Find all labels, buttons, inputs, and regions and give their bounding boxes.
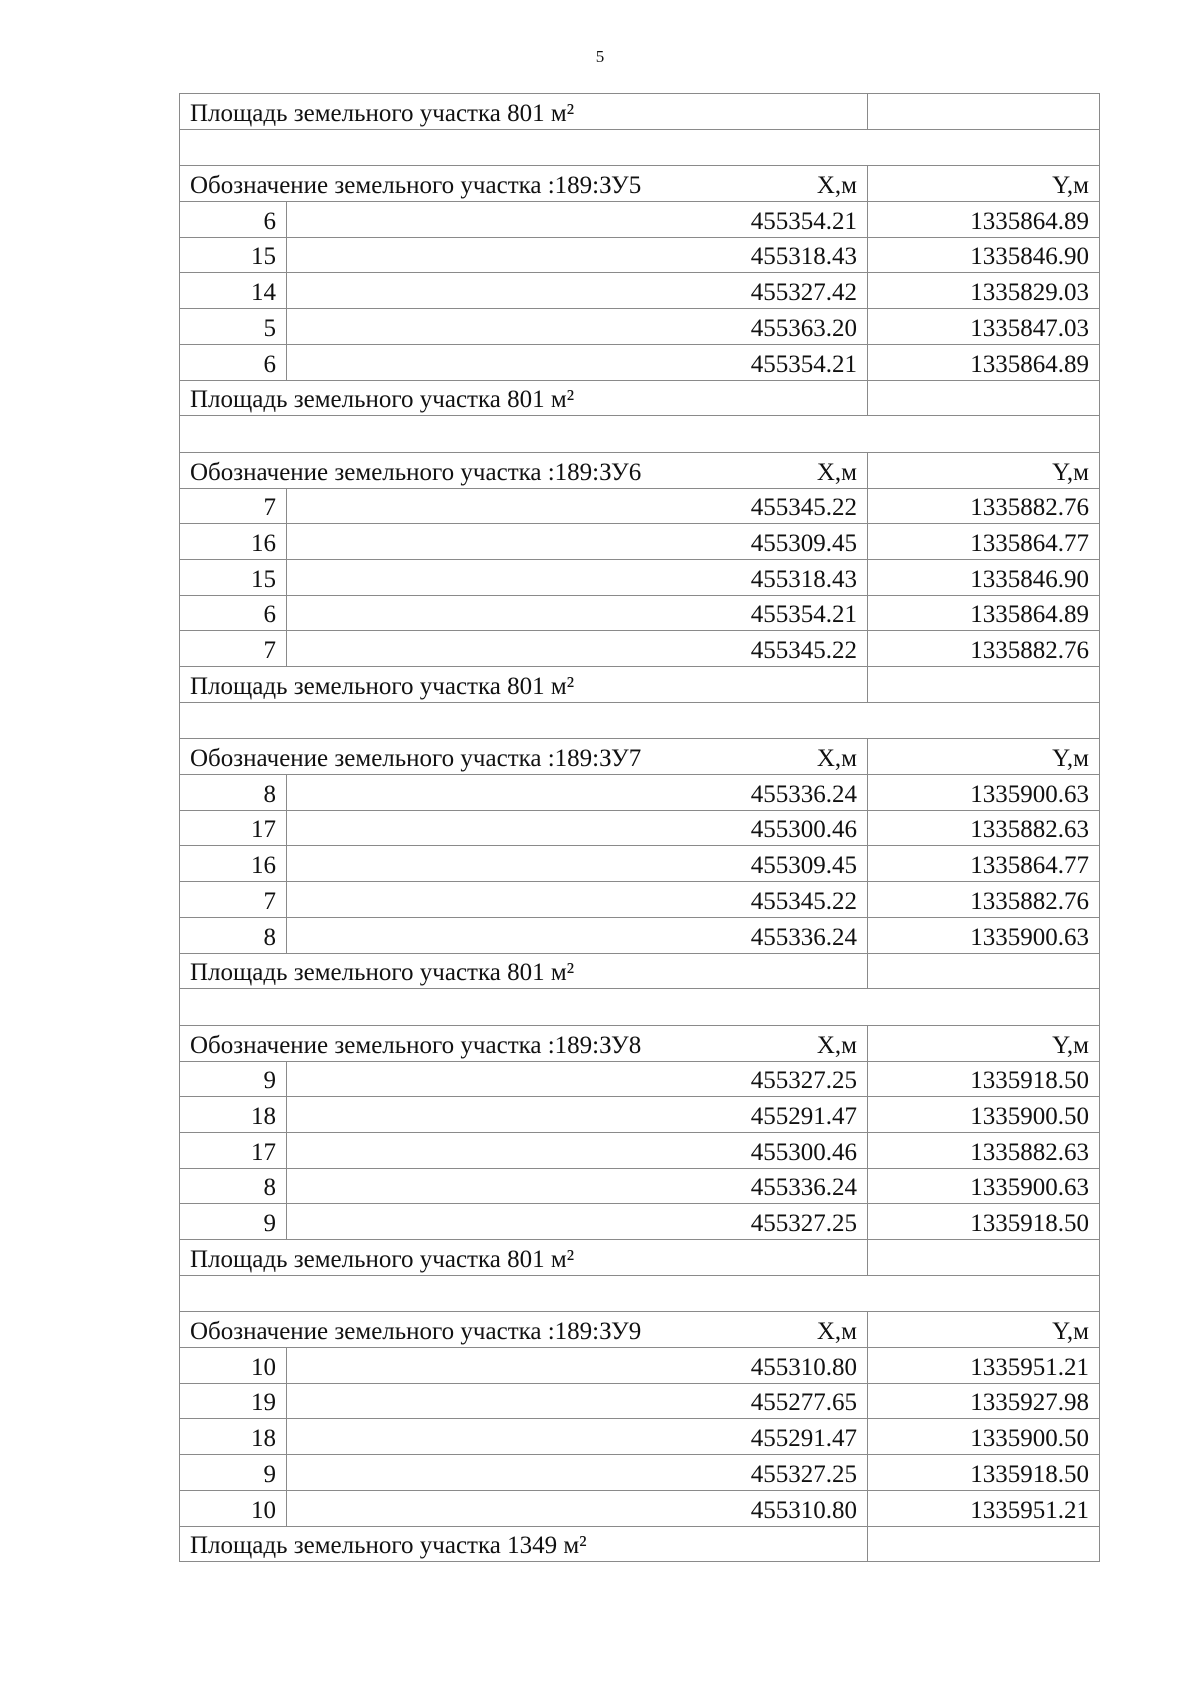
area-empty-cell <box>868 953 1100 989</box>
x-coordinate: 455291.47 <box>287 1419 868 1455</box>
point-number: 15 <box>180 237 287 273</box>
table-row <box>180 846 1100 882</box>
spacer-row <box>180 129 1100 166</box>
parcel-header-row <box>180 1025 1100 1061</box>
parcel-header-cell <box>180 166 868 202</box>
area-label: Площадь земельного участка 801 м² <box>180 380 868 416</box>
x-coordinate: 455327.25 <box>287 1455 868 1491</box>
area-row <box>180 380 1100 416</box>
y-coordinate: 1335900.63 <box>868 917 1100 953</box>
x-coordinate: 455345.22 <box>287 631 868 667</box>
table-row <box>180 1419 1100 1455</box>
table-row <box>180 1383 1100 1419</box>
point-number: 16 <box>180 846 287 882</box>
point-number: 14 <box>180 273 287 309</box>
y-coordinate: 1335900.63 <box>868 1168 1100 1204</box>
x-coordinate: 455309.45 <box>287 846 868 882</box>
y-coordinate: 1335918.50 <box>868 1455 1100 1491</box>
x-coordinate: 455309.45 <box>287 524 868 560</box>
area-row <box>180 94 1100 130</box>
y-coordinate: 1335846.90 <box>868 559 1100 595</box>
area-empty-cell <box>868 667 1100 703</box>
parcel-title: Обозначение земельного участка :189:ЗУ5 <box>190 172 642 200</box>
y-coordinate: 1335882.63 <box>868 810 1100 846</box>
parcel-header-cell <box>180 739 868 775</box>
spacer-cell <box>180 1275 1100 1312</box>
y-coordinate: 1335829.03 <box>868 273 1100 309</box>
x-coordinate: 455277.65 <box>287 1383 868 1419</box>
parcel-header-cell <box>180 1025 868 1061</box>
x-column-header: X,м <box>816 1318 857 1346</box>
table-row <box>180 1490 1100 1526</box>
point-number: 15 <box>180 559 287 595</box>
area-label: Площадь земельного участка 801 м² <box>180 953 868 989</box>
x-coordinate: 455327.25 <box>287 1204 868 1240</box>
parcel-header-row <box>180 739 1100 775</box>
spacer-row <box>180 1275 1100 1312</box>
area-label: Площадь земельного участка 801 м² <box>180 1240 868 1276</box>
y-column-header: Y,м <box>868 452 1100 488</box>
point-number: 8 <box>180 775 287 811</box>
y-coordinate: 1335927.98 <box>868 1383 1100 1419</box>
y-column-header: Y,м <box>868 739 1100 775</box>
x-coordinate: 455336.24 <box>287 1168 868 1204</box>
area-empty-cell <box>868 1240 1100 1276</box>
y-coordinate: 1335864.77 <box>868 524 1100 560</box>
point-number: 7 <box>180 882 287 918</box>
point-number: 7 <box>180 631 287 667</box>
x-coordinate: 455345.22 <box>287 882 868 918</box>
spacer-row <box>180 702 1100 739</box>
spacer-row <box>180 989 1100 1026</box>
y-coordinate: 1335900.50 <box>868 1097 1100 1133</box>
spacer-cell <box>180 129 1100 166</box>
y-coordinate: 1335918.50 <box>868 1061 1100 1097</box>
y-coordinate: 1335882.76 <box>868 488 1100 524</box>
y-coordinate: 1335864.89 <box>868 202 1100 238</box>
point-number: 6 <box>180 202 287 238</box>
x-column-header: X,м <box>816 458 857 486</box>
y-coordinate: 1335900.50 <box>868 1419 1100 1455</box>
table-row <box>180 1132 1100 1168</box>
x-coordinate: 455310.80 <box>287 1348 868 1384</box>
table-row <box>180 810 1100 846</box>
point-number: 19 <box>180 1383 287 1419</box>
parcel-header-cell <box>180 1312 868 1348</box>
y-coordinate: 1335847.03 <box>868 309 1100 345</box>
table-row <box>180 344 1100 380</box>
point-number: 18 <box>180 1419 287 1455</box>
table-row <box>180 273 1100 309</box>
y-column-header: Y,м <box>868 166 1100 202</box>
table-row <box>180 1204 1100 1240</box>
x-coordinate: 455310.80 <box>287 1490 868 1526</box>
area-row <box>180 1240 1100 1276</box>
area-label: Площадь земельного участка 801 м² <box>180 94 868 130</box>
x-coordinate: 455318.43 <box>287 237 868 273</box>
point-number: 7 <box>180 488 287 524</box>
point-number: 18 <box>180 1097 287 1133</box>
table-row <box>180 775 1100 811</box>
spacer-cell <box>180 416 1100 453</box>
x-coordinate: 455345.22 <box>287 488 868 524</box>
point-number: 16 <box>180 524 287 560</box>
point-number: 9 <box>180 1204 287 1240</box>
area-empty-cell <box>868 1526 1100 1562</box>
x-coordinate: 455363.20 <box>287 309 868 345</box>
parcel-title: Обозначение земельного участка :189:ЗУ9 <box>190 1318 642 1346</box>
x-coordinate: 455336.24 <box>287 917 868 953</box>
table-row <box>180 882 1100 918</box>
table-row <box>180 559 1100 595</box>
spacer-cell <box>180 989 1100 1026</box>
y-coordinate: 1335882.76 <box>868 882 1100 918</box>
parcel-title: Обозначение земельного участка :189:ЗУ6 <box>190 458 642 486</box>
y-coordinate: 1335882.76 <box>868 631 1100 667</box>
parcel-header-row <box>180 452 1100 488</box>
point-number: 17 <box>180 810 287 846</box>
table-row <box>180 595 1100 631</box>
point-number: 9 <box>180 1455 287 1491</box>
parcel-title: Обозначение земельного участка :189:ЗУ8 <box>190 1031 642 1059</box>
point-number: 17 <box>180 1132 287 1168</box>
parcel-header-row <box>180 166 1100 202</box>
point-number: 8 <box>180 917 287 953</box>
table-row <box>180 1097 1100 1133</box>
point-number: 9 <box>180 1061 287 1097</box>
x-coordinate: 455354.21 <box>287 344 868 380</box>
x-coordinate: 455336.24 <box>287 775 868 811</box>
area-empty-cell <box>868 94 1100 130</box>
y-column-header: Y,м <box>868 1025 1100 1061</box>
point-number: 6 <box>180 344 287 380</box>
x-column-header: X,м <box>816 1031 857 1059</box>
y-coordinate: 1335864.89 <box>868 344 1100 380</box>
y-coordinate: 1335846.90 <box>868 237 1100 273</box>
point-number: 5 <box>180 309 287 345</box>
y-coordinate: 1335864.89 <box>868 595 1100 631</box>
spacer-row <box>180 416 1100 453</box>
area-row <box>180 667 1100 703</box>
y-coordinate: 1335900.63 <box>868 775 1100 811</box>
y-coordinate: 1335951.21 <box>868 1490 1100 1526</box>
table-row <box>180 1348 1100 1384</box>
point-number: 10 <box>180 1490 287 1526</box>
point-number: 10 <box>180 1348 287 1384</box>
coordinates-table <box>179 93 1100 1562</box>
x-coordinate: 455300.46 <box>287 1132 868 1168</box>
x-coordinate: 455300.46 <box>287 810 868 846</box>
y-column-header: Y,м <box>868 1312 1100 1348</box>
x-coordinate: 455327.25 <box>287 1061 868 1097</box>
y-coordinate: 1335864.77 <box>868 846 1100 882</box>
point-number: 6 <box>180 595 287 631</box>
area-row <box>180 953 1100 989</box>
table-row <box>180 202 1100 238</box>
page-number: 5 <box>595 47 605 66</box>
parcel-header-row <box>180 1312 1100 1348</box>
x-coordinate: 455354.21 <box>287 202 868 238</box>
parcel-header-cell <box>180 452 868 488</box>
x-coordinate: 455327.42 <box>287 273 868 309</box>
table-row <box>180 309 1100 345</box>
table-row <box>180 631 1100 667</box>
table-row <box>180 1168 1100 1204</box>
table-row <box>180 488 1100 524</box>
table-row <box>180 917 1100 953</box>
parcel-title: Обозначение земельного участка :189:ЗУ7 <box>190 745 642 773</box>
x-coordinate: 455291.47 <box>287 1097 868 1133</box>
area-label: Площадь земельного участка 1349 м² <box>180 1526 868 1562</box>
x-coordinate: 455354.21 <box>287 595 868 631</box>
table-row <box>180 1061 1100 1097</box>
y-coordinate: 1335882.63 <box>868 1132 1100 1168</box>
table-row <box>180 1455 1100 1491</box>
y-coordinate: 1335918.50 <box>868 1204 1100 1240</box>
x-column-header: X,м <box>816 172 857 200</box>
table-row <box>180 237 1100 273</box>
table-row <box>180 524 1100 560</box>
area-empty-cell <box>868 380 1100 416</box>
area-label: Площадь земельного участка 801 м² <box>180 667 868 703</box>
coordinates-table-body <box>180 94 1100 1562</box>
point-number: 8 <box>180 1168 287 1204</box>
x-column-header: X,м <box>816 745 857 773</box>
y-coordinate: 1335951.21 <box>868 1348 1100 1384</box>
area-row <box>180 1526 1100 1562</box>
spacer-cell <box>180 702 1100 739</box>
x-coordinate: 455318.43 <box>287 559 868 595</box>
